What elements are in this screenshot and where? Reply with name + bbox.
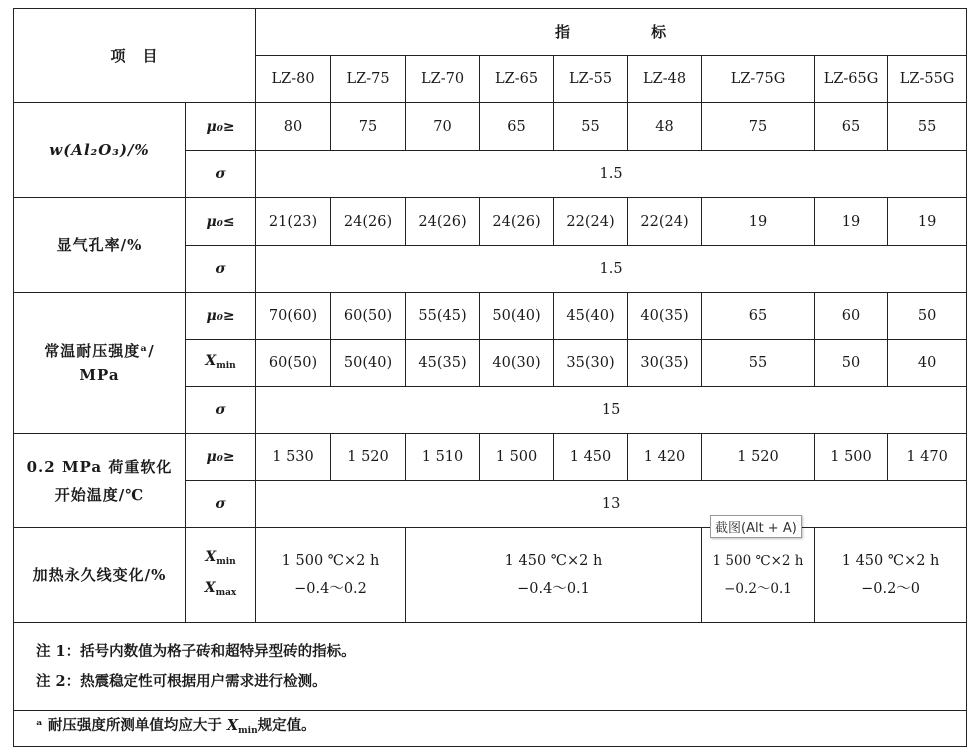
table-cell: 60(50) [256, 340, 331, 387]
grade-label: LZ-80 [256, 56, 331, 103]
table-cell: 45(40) [554, 293, 628, 340]
notes-row [14, 623, 967, 711]
table-cell: 35(30) [554, 340, 628, 387]
mu-symbol: μ₀≤ [186, 198, 256, 246]
table-row [14, 528, 967, 623]
grade-label: LZ-75 [331, 56, 406, 103]
header-item-label: 项 目 [110, 46, 159, 65]
screenshot-tooltip: 截图(Alt + A) [710, 515, 802, 538]
table-cell: 50 [815, 340, 888, 387]
table-cell: 60(50) [331, 293, 406, 340]
table-cell: 1 510 [406, 434, 480, 481]
header-index-b: 标 [651, 23, 668, 41]
xmin-xmax-symbols [186, 528, 256, 623]
footnote-cell [14, 711, 967, 747]
sigma-symbol: σ [186, 151, 256, 198]
table-cell: 50(40) [480, 293, 554, 340]
header-item-cell [14, 9, 256, 103]
table-cell: 1 520 [702, 434, 815, 481]
table-cell: 60 [815, 293, 888, 340]
grade-label: LZ-55 [554, 56, 628, 103]
notes-cell [14, 623, 967, 711]
strength-label [14, 293, 186, 434]
table-cell: 1 520 [331, 434, 406, 481]
line-change-group [406, 528, 702, 623]
sigma-symbol: σ [186, 481, 256, 528]
al2o3-label [14, 103, 186, 198]
table-cell: 55(45) [406, 293, 480, 340]
xmin-symbol-sub: min [216, 557, 236, 567]
condition-text: 1 450 ℃×2 h [841, 553, 940, 569]
table-cell: 40 [888, 340, 967, 387]
xmax-symbol-sub: max [215, 588, 237, 598]
table-row [14, 293, 967, 340]
grade-label: LZ-65 [480, 56, 554, 103]
table-cell: 40(30) [480, 340, 554, 387]
header-index-a: 指 [555, 23, 572, 41]
sigma-value: 13 [256, 481, 967, 528]
condition-text: 1 450 ℃×2 h [504, 553, 603, 569]
table-cell: 22(24) [628, 198, 702, 246]
table-cell: 50(40) [331, 340, 406, 387]
note-1: 注 1：括号内数值为格子砖和超特异型砖的指标。 [36, 642, 356, 660]
softening-label-line1: 0.2 MPa 荷重软化 [26, 457, 173, 476]
table-cell: 55 [554, 103, 628, 151]
range-text: −0.2～0.1 [724, 581, 792, 597]
grade-label: LZ-55G [888, 56, 967, 103]
softening-label-line2: 开始温度/℃ [54, 485, 145, 504]
table-cell: 19 [702, 198, 815, 246]
spec-table-wrapper [13, 8, 967, 747]
table-cell: 1 500 [815, 434, 888, 481]
footnote-text-before: 耐压强度所测单值均应大于 [47, 717, 227, 734]
xmin-symbol-sub: min [216, 360, 236, 371]
table-cell: 30(35) [628, 340, 702, 387]
table-cell: 22(24) [554, 198, 628, 246]
table-cell: 75 [331, 103, 406, 151]
table-cell: 40(35) [628, 293, 702, 340]
table-cell: 19 [815, 198, 888, 246]
table-cell: 21(23) [256, 198, 331, 246]
table-cell: 70(60) [256, 293, 331, 340]
sigma-value: 1.5 [256, 151, 967, 198]
line-change-group [815, 528, 967, 623]
table-cell: 48 [628, 103, 702, 151]
table-cell: 1 530 [256, 434, 331, 481]
header-index-cell [256, 9, 967, 56]
mu-symbol: μ₀≥ [186, 293, 256, 340]
footnote-row [14, 711, 967, 747]
table-cell: 80 [256, 103, 331, 151]
table-cell: 70 [406, 103, 480, 151]
porosity-label: 显气孔率/% [14, 198, 186, 293]
range-text: −0.4～0.2 [294, 581, 367, 597]
footnote-mark: ᵃ [36, 717, 43, 734]
grade-label: LZ-48 [628, 56, 702, 103]
table-cell: 1 450 [554, 434, 628, 481]
footnote-x: X [226, 717, 239, 734]
table-cell: 1 420 [628, 434, 702, 481]
table-cell: 75 [702, 103, 815, 151]
sigma-symbol: σ [186, 246, 256, 293]
sigma-symbol: σ [186, 387, 256, 434]
table-row [14, 198, 967, 246]
range-text: −0.2～0 [861, 581, 921, 597]
grade-label: LZ-70 [406, 56, 480, 103]
table-cell: 65 [480, 103, 554, 151]
condition-text: 1 500 ℃×2 h [712, 553, 804, 569]
table-cell: 24(26) [331, 198, 406, 246]
table-cell: 1 500 [480, 434, 554, 481]
table-cell: 1 470 [888, 434, 967, 481]
mu-symbol: μ₀≥ [186, 434, 256, 481]
note-2: 注 2：热震稳定性可根据用户需求进行检测。 [36, 672, 327, 690]
table-cell: 55 [888, 103, 967, 151]
table-row [14, 103, 967, 151]
strength-label-line2: MPa [79, 366, 120, 384]
table-cell: 50 [888, 293, 967, 340]
sigma-value: 1.5 [256, 246, 967, 293]
table-cell: 19 [888, 198, 967, 246]
table-cell: 24(26) [480, 198, 554, 246]
table-cell: 65 [702, 293, 815, 340]
table-cell: 55 [702, 340, 815, 387]
xmin-symbol [186, 340, 256, 387]
line-change-group [256, 528, 406, 623]
line-change-group [702, 528, 815, 623]
xmin-symbol-x: X [205, 352, 217, 369]
grade-label: LZ-75G [702, 56, 815, 103]
mu-symbol: μ₀≥ [186, 103, 256, 151]
softening-label [14, 434, 186, 528]
sigma-value: 15 [256, 387, 967, 434]
table-cell: 65 [815, 103, 888, 151]
table-cell: 24(26) [406, 198, 480, 246]
table-cell: 45(35) [406, 340, 480, 387]
xmax-symbol-x: X [204, 580, 216, 596]
strength-label-line1: 常温耐压强度ᵃ/ [44, 342, 155, 360]
xmin-symbol-x: X [205, 549, 217, 565]
range-text: −0.4～0.1 [517, 581, 590, 597]
spec-table [13, 8, 967, 747]
al2o3-label-text: w(Al₂O₃)/% [49, 141, 150, 159]
line-change-label: 加热永久线变化/% [14, 528, 186, 623]
condition-text: 1 500 ℃×2 h [281, 553, 380, 569]
footnote-x-sub: min [238, 726, 258, 736]
footnote-text-after: 规定值。 [257, 717, 316, 734]
grade-label: LZ-65G [815, 56, 888, 103]
table-row [14, 434, 967, 481]
